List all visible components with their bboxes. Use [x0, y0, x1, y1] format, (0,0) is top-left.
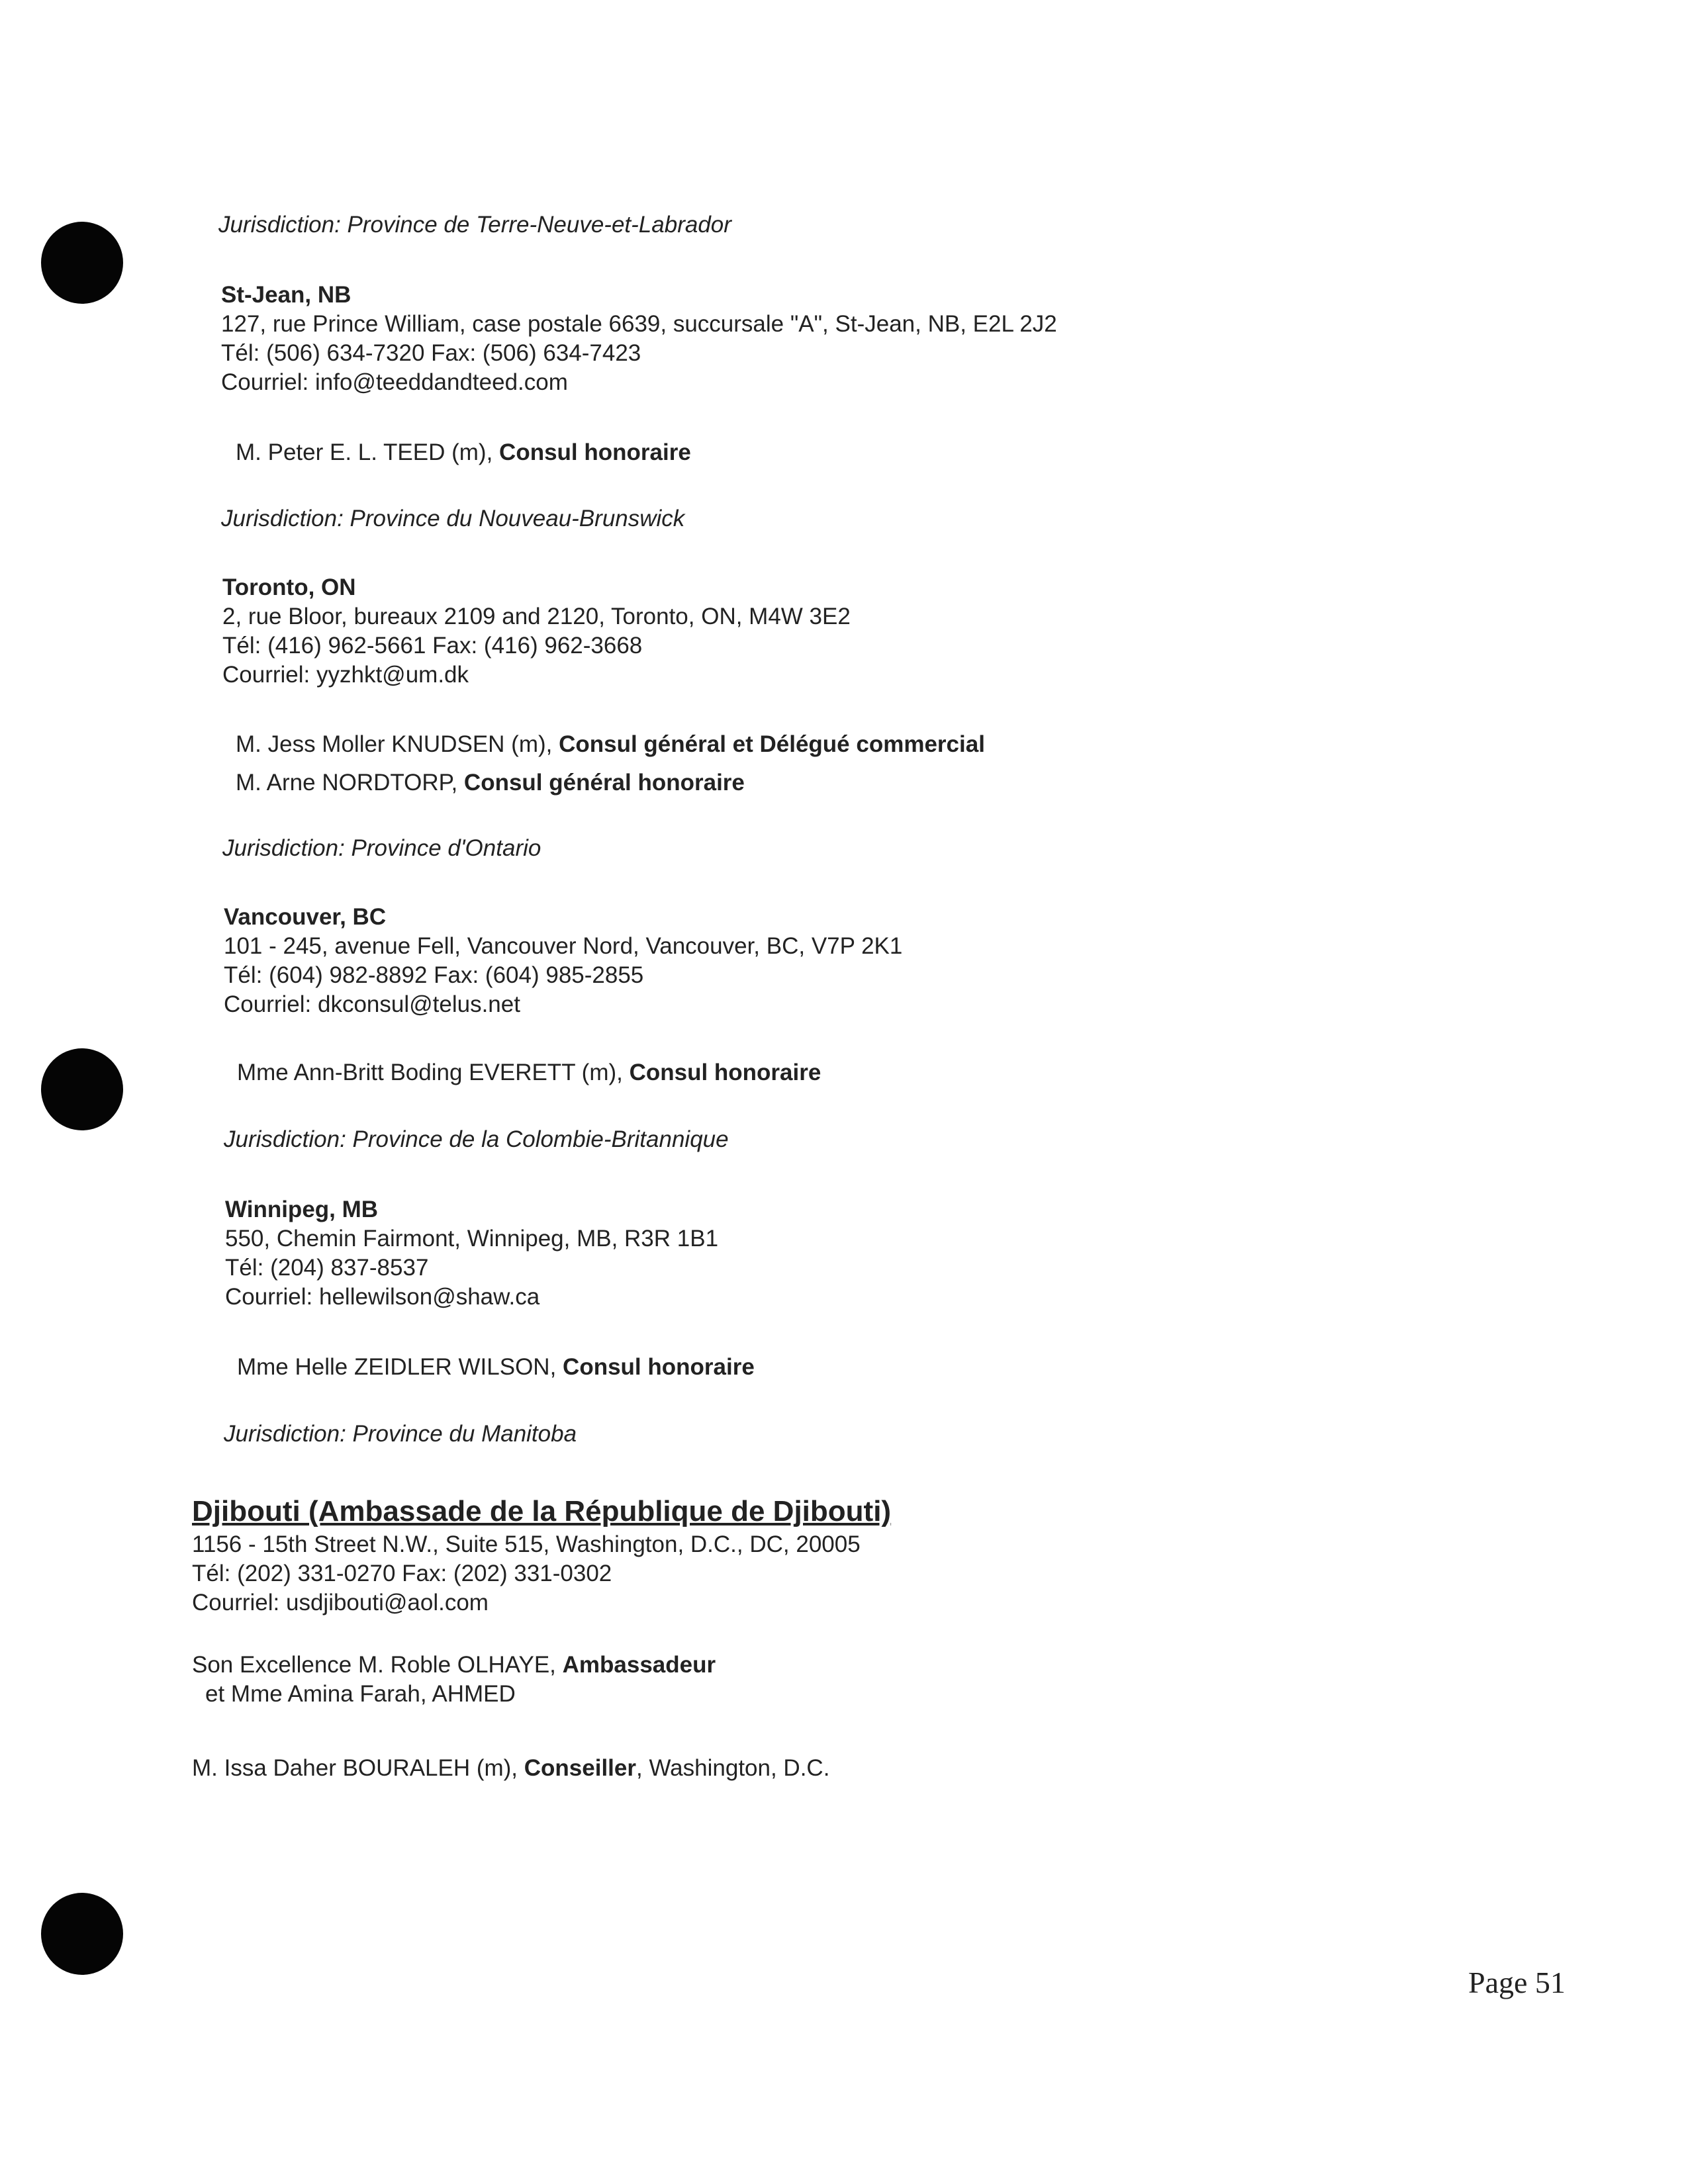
punch-hole	[41, 222, 123, 304]
jurisdiction-text: Jurisdiction: Province d'Ontario	[222, 835, 541, 861]
staff-title: Consul honoraire	[629, 1060, 821, 1085]
ambassador-entry	[192, 1651, 716, 1680]
consulate-email[interactable]: Courriel: info@teeddandteed.com	[221, 369, 568, 395]
page-number: Page 51	[1468, 1966, 1566, 1999]
consulate-city: St-Jean, NB	[221, 282, 352, 308]
ambassador-name: Son Excellence M. Roble OLHAYE,	[192, 1652, 563, 1678]
embassy-contact	[192, 1530, 861, 1617]
staff-title: Consul honoraire	[499, 439, 691, 465]
consulate-email[interactable]: Courriel: hellewilson@shaw.ca	[225, 1284, 540, 1310]
consulate-block	[221, 281, 1057, 397]
consulate-block	[225, 1195, 718, 1312]
jurisdiction-text: Jurisdiction: Province de la Colombie-Britannique	[224, 1126, 729, 1152]
consulate-block	[222, 573, 851, 690]
consulate-city: Vancouver, BC	[224, 904, 387, 930]
staff-name: Mme Helle ZEIDLER WILSON,	[237, 1354, 563, 1380]
staff-title: Conseiller	[524, 1755, 636, 1781]
embassy-address: 1156 - 15th Street N.W., Suite 515, Washington, D.C., DC, 20005	[192, 1531, 861, 1557]
staff-title: Consul général et Délégué commercial	[559, 731, 985, 757]
punch-hole	[41, 1048, 123, 1130]
staff-entry	[236, 730, 985, 759]
staff-name: M. Arne NORDTORP,	[236, 770, 464, 796]
consulate-email[interactable]: Courriel: yyzhkt@um.dk	[222, 662, 469, 688]
punch-hole	[41, 1893, 123, 1975]
staff-entry	[237, 1058, 821, 1087]
staff-entry	[236, 768, 745, 797]
consulate-email[interactable]: Courriel: dkconsul@telus.net	[224, 991, 520, 1017]
embassy-heading: Djibouti (Ambassade de la République de Djibouti)	[192, 1495, 892, 1527]
staff-entry	[192, 1754, 829, 1783]
jurisdiction-text: Jurisdiction: Province de Terre-Neuve-et-Labrador	[218, 212, 731, 238]
consulate-city: Winnipeg, MB	[225, 1197, 379, 1222]
staff-name: M. Jess Moller KNUDSEN (m),	[236, 731, 559, 757]
jurisdiction-text: Jurisdiction: Province du Manitoba	[224, 1421, 577, 1447]
staff-name: M. Issa Daher BOURALEH (m),	[192, 1755, 524, 1781]
staff-entry	[236, 438, 691, 467]
embassy-email[interactable]: Courriel: usdjibouti@aol.com	[192, 1590, 489, 1615]
embassy-phone: Tél: (202) 331-0270 Fax: (202) 331-0302	[192, 1561, 612, 1586]
staff-location: , Washington, D.C.	[636, 1755, 830, 1781]
consulate-city: Toronto, ON	[222, 574, 356, 600]
ambassador-title: Ambassadeur	[562, 1652, 716, 1678]
consulate-address: 550, Chemin Fairmont, Winnipeg, MB, R3R 1B1	[225, 1226, 719, 1251]
staff-name: M. Peter E. L. TEED (m),	[236, 439, 500, 465]
consulate-address: 127, rue Prince William, case postale 6639, succursale "A", St-Jean, NB, E2L 2J2	[221, 311, 1057, 337]
staff-title: Consul honoraire	[563, 1354, 755, 1380]
jurisdiction-text: Jurisdiction: Province du Nouveau-Brunswick	[221, 506, 685, 531]
consulate-address: 2, rue Bloor, bureaux 2109 and 2120, Toronto, ON, M4W 3E2	[222, 604, 851, 629]
consulate-address: 101 - 245, avenue Fell, Vancouver Nord, Vancouver, BC, V7P 2K1	[224, 933, 903, 959]
consulate-phone: Tél: (204) 837-8537	[225, 1255, 429, 1281]
staff-name: Mme Ann-Britt Boding EVERETT (m),	[237, 1060, 630, 1085]
consulate-phone: Tél: (604) 982-8892 Fax: (604) 985-2855	[224, 962, 644, 988]
staff-entry	[237, 1353, 755, 1382]
staff-title: Consul général honoraire	[463, 770, 745, 796]
ambassador-spouse: et Mme Amina Farah, AHMED	[205, 1681, 516, 1707]
consulate-phone: Tél: (506) 634-7320 Fax: (506) 634-7423	[221, 340, 641, 366]
consulate-phone: Tél: (416) 962-5661 Fax: (416) 962-3668	[222, 633, 643, 659]
consulate-block	[224, 903, 902, 1019]
